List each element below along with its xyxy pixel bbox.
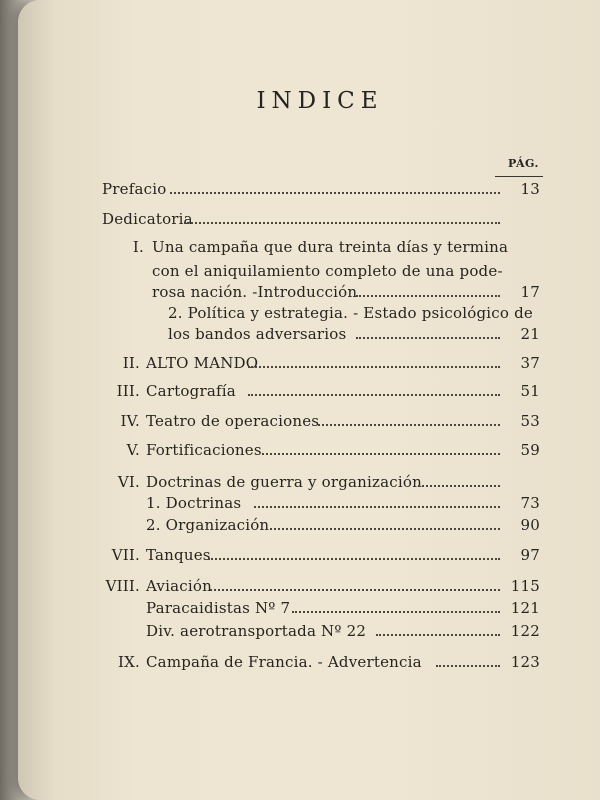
toc-leader-dots — [262, 453, 500, 455]
toc-entry-label: Tanques — [146, 546, 211, 564]
toc-entry-page: 51 — [520, 382, 540, 400]
toc-entry-label: Prefacio — [102, 180, 167, 198]
toc-leader-dots — [318, 424, 500, 426]
toc-entry — [0, 546, 600, 570]
toc-entry-label: Fortificaciones — [146, 441, 262, 459]
toc-entry-number: I. — [132, 238, 144, 256]
toc-entry — [0, 210, 600, 234]
toc-entry-label: rosa nación. -Introducción — [152, 283, 358, 301]
toc-entry-number: II. — [122, 354, 140, 372]
toc-entry — [0, 622, 600, 646]
toc-entry-label: Paracaidistas Nº 7 — [146, 599, 291, 617]
toc-entry-label: 2. Organización — [146, 516, 270, 534]
toc-entry-label: 1. Doctrinas — [146, 494, 242, 512]
toc-leader-dots — [248, 366, 500, 368]
toc-entry-label: Campaña de Francia. - Advertencia — [146, 653, 422, 671]
toc-leader-dots — [170, 192, 500, 194]
toc-leader-dots — [376, 634, 500, 636]
toc-entry-page: 13 — [520, 180, 540, 198]
toc-entry — [0, 494, 600, 518]
toc-entry-label: 2. Política y estrategia. - Estado psicológico de — [168, 304, 533, 322]
toc-entry-label: con el aniquilamiento completo de una pode- — [152, 262, 503, 280]
toc-entry-number: IV. — [120, 412, 140, 430]
toc-entry-label: Teatro de operaciones — [146, 412, 320, 430]
toc-entry-label: Cartografía — [146, 382, 236, 400]
toc-entry-label: Div. aerotransportada Nº 22 — [146, 622, 367, 640]
toc-entry-label: ALTO MANDO — [146, 354, 259, 372]
toc-entry-number: VI. — [117, 473, 140, 491]
toc-entry-page: 37 — [520, 354, 540, 372]
toc-entry-page: 17 — [520, 283, 540, 301]
toc-entry-label: Doctrinas de guerra y organización — [146, 473, 422, 491]
toc-entry-page: 59 — [520, 441, 540, 459]
toc-entry-number: IX. — [118, 653, 140, 671]
toc-leader-dots — [208, 558, 500, 560]
toc-entry — [0, 516, 600, 540]
toc-leader-dots — [248, 394, 500, 396]
toc-entry-page: 121 — [510, 599, 540, 617]
toc-entry-number: VIII. — [105, 577, 140, 595]
toc-entry — [0, 354, 600, 378]
toc-entry — [0, 441, 600, 465]
toc-entry-page: 97 — [520, 546, 540, 564]
toc-leader-dots — [184, 222, 500, 224]
toc-entry-page: 73 — [520, 494, 540, 512]
toc-entry-number: VII. — [111, 546, 140, 564]
toc-leader-dots — [418, 485, 500, 487]
toc-entry — [0, 653, 600, 677]
toc-leader-dots — [292, 611, 500, 613]
toc-entry-page: 122 — [510, 622, 540, 640]
toc-entry — [0, 325, 600, 349]
toc-entry-label: Dedicatoria — [102, 210, 193, 228]
toc-leader-dots — [254, 506, 500, 508]
toc-leader-dots — [436, 665, 500, 667]
toc-entry — [0, 180, 600, 204]
toc-entry-label: Aviación — [146, 577, 212, 595]
toc-entry-page: 53 — [520, 412, 540, 430]
toc-entry-label: los bandos adversarios — [168, 325, 347, 343]
toc-entry-page: 115 — [510, 577, 540, 595]
toc-entry-number: III. — [116, 382, 140, 400]
toc-leader-dots — [356, 295, 500, 297]
page-title: INDICE — [256, 88, 384, 114]
toc-leader-dots — [270, 528, 500, 530]
toc-entry — [0, 238, 600, 262]
toc-entry-number: V. — [126, 441, 140, 459]
toc-leader-dots — [356, 337, 500, 339]
toc-entry — [0, 382, 600, 406]
page-column-rule — [495, 176, 543, 177]
toc-entry — [0, 412, 600, 436]
page-column-header: PÁG. — [508, 157, 539, 170]
toc-entry-page: 90 — [520, 516, 540, 534]
toc-leader-dots — [210, 589, 500, 591]
toc-entry-label: Una campaña que dura treinta días y termina — [152, 238, 509, 256]
toc-entry — [0, 577, 600, 601]
toc-entry-page: 21 — [520, 325, 540, 343]
toc-entry-page: 123 — [510, 653, 540, 671]
toc-entry — [0, 599, 600, 623]
